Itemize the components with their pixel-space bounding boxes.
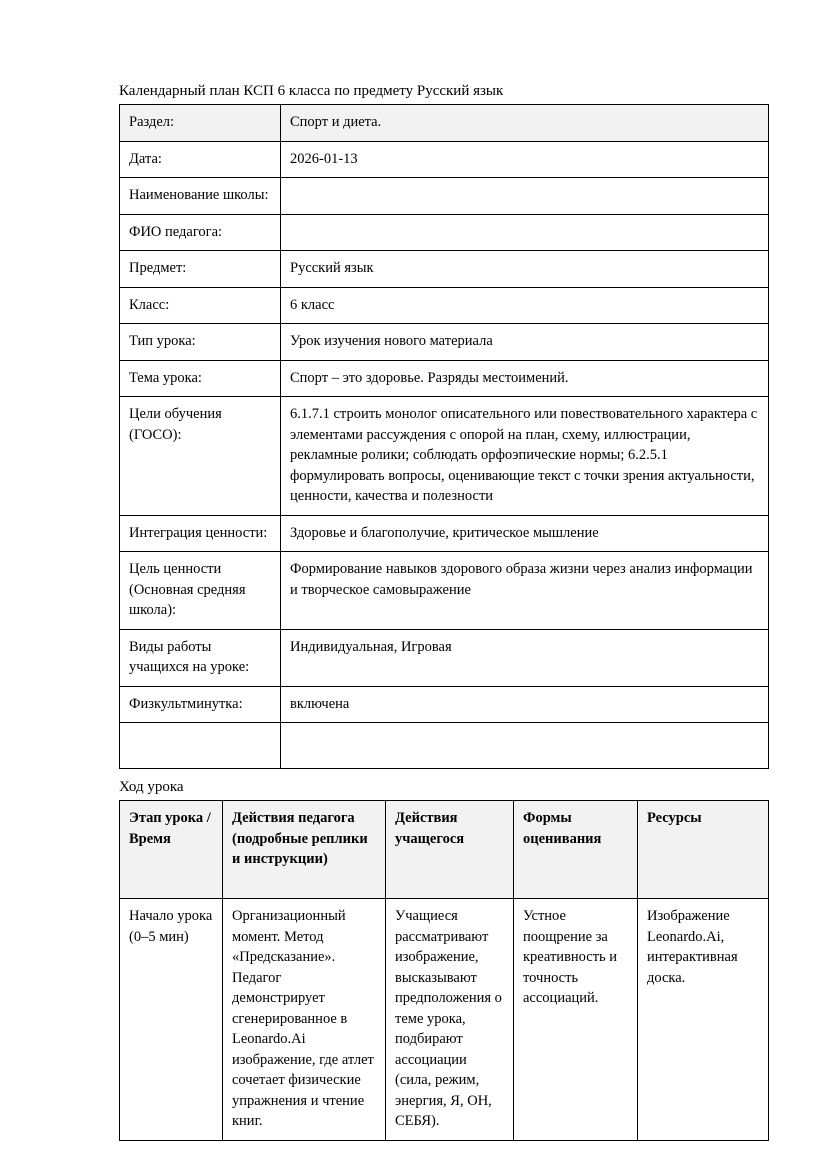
table-row <box>120 214 769 251</box>
info-label-data: Дата: <box>120 141 281 178</box>
table-row <box>120 178 769 215</box>
info-label-razdel: Раздел: <box>120 105 281 142</box>
info-label-value-integration: Интеграция ценности: <box>120 515 281 552</box>
table-row <box>120 629 769 686</box>
info-value-value-goal: Формирование навыков здорового образа жизни через анализ информации и творческое самовыражение <box>281 552 769 630</box>
column-header-assessment-forms: Формы оценивания <box>514 801 638 899</box>
table-row <box>120 397 769 516</box>
info-value-class: 6 класс <box>281 287 769 324</box>
cell-stage: Начало урока (0–5 мин) <box>120 899 223 1141</box>
info-label-school-name: Наименование школы: <box>120 178 281 215</box>
table-row <box>120 141 769 178</box>
table-row <box>120 899 769 1141</box>
info-value-work-types: Индивидуальная, Игровая <box>281 629 769 686</box>
lesson-flow-body <box>120 899 769 1141</box>
info-label-teacher-name: ФИО педагога: <box>120 214 281 251</box>
table-row <box>120 686 769 723</box>
page-title: Календарный план КСП 6 класса по предмету Русский язык <box>119 83 504 99</box>
info-value-subject: Русский язык <box>281 251 769 288</box>
section-label-lesson-flow: Ход урока <box>119 779 184 795</box>
info-value-lesson-type: Урок изучения нового материала <box>281 324 769 361</box>
info-label-value-goal: Цель ценности (Основная средняя школа): <box>120 552 281 630</box>
table-header-row <box>120 801 769 899</box>
column-header-resources: Ресурсы <box>638 801 769 899</box>
info-label-lesson-type: Тип урока: <box>120 324 281 361</box>
cell-assessment-forms: Устное поощрение за креативность и точность ассоциаций. <box>514 899 638 1141</box>
table-row <box>120 515 769 552</box>
info-label-subject: Предмет: <box>120 251 281 288</box>
cell-resources: Изображение Leonardo.Ai, интерактивная доска. <box>638 899 769 1141</box>
info-value-lesson-topic: Спорт – это здоровье. Разряды местоимений. <box>281 360 769 397</box>
info-value-data: 2026-01-13 <box>281 141 769 178</box>
info-label-learning-objectives: Цели обучения (ГОСО): <box>120 397 281 516</box>
info-label-class: Класс: <box>120 287 281 324</box>
cell-student-actions: Учащиеся рассматривают изображение, высказывают предположения о теме урока, подбирают ассоциации (сила, режим, энергия, Я, ОН, СЕБЯ). <box>386 899 514 1141</box>
info-label-physical-minute: Физкультминутка: <box>120 686 281 723</box>
column-header-student-actions: Действия учащегося <box>386 801 514 899</box>
cell-teacher-actions: Организационный момент. Метод «Предсказание». Педагог демонстрирует сгенерированное в Leonardo.Ai изображение, где атлет сочетает физические упражнения и чтение книг. <box>223 899 386 1141</box>
table-row <box>120 552 769 630</box>
lesson-flow-table <box>119 800 769 1141</box>
table-row <box>120 324 769 361</box>
info-value-school-name <box>281 178 769 215</box>
info-label-work-types: Виды работы учащихся на уроке: <box>120 629 281 686</box>
table-row <box>120 105 769 142</box>
column-header-stage: Этап урока / Время <box>120 801 223 899</box>
info-value-blank <box>281 723 769 769</box>
info-value-razdel: Спорт и диета. <box>281 105 769 142</box>
lesson-flow-head <box>120 801 769 899</box>
info-value-teacher-name <box>281 214 769 251</box>
lesson-info-body <box>120 105 769 769</box>
info-label-blank <box>120 723 281 769</box>
lesson-info-table <box>119 104 769 769</box>
table-row <box>120 287 769 324</box>
info-value-physical-minute: включена <box>281 686 769 723</box>
info-value-value-integration: Здоровье и благополучие, критическое мышление <box>281 515 769 552</box>
info-value-learning-objectives: 6.1.7.1 строить монолог описательного или повествовательного характера с элементами рассуждения с опорой на план, схему, иллюстрации, рекламные ролики; соблюдать орфоэпические нормы; 6.2.5.1 формулировать вопросы, оценивающие текст с точки зрения актуальности, ценности, качества и полезности <box>281 397 769 516</box>
table-row <box>120 360 769 397</box>
info-label-lesson-topic: Тема урока: <box>120 360 281 397</box>
table-row <box>120 723 769 769</box>
column-header-teacher-actions: Действия педагога (подробные реплики и инструкции) <box>223 801 386 899</box>
table-row <box>120 251 769 288</box>
